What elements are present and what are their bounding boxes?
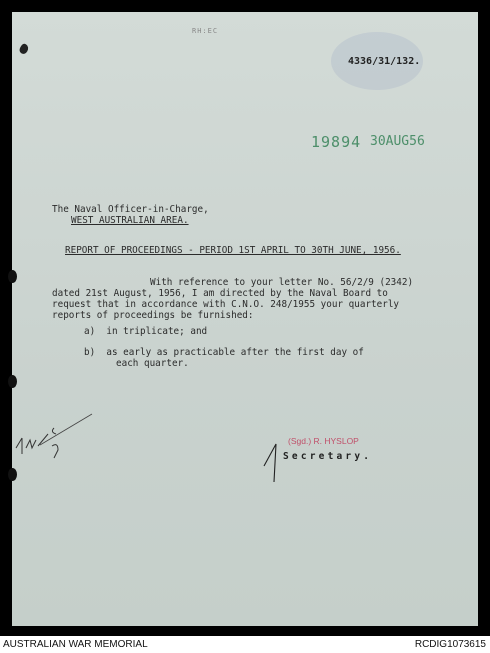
signature-tick xyxy=(264,444,276,482)
reference-number: 4336/31/132. xyxy=(348,56,421,67)
subject-line: REPORT OF PROCEEDINGS - PERIOD 1ST APRIL TO 30TH JUNE, 1956. xyxy=(65,245,401,256)
list-item-b-line-2: each quarter. xyxy=(116,358,189,369)
body-line-4: reports of proceedings be furnished: xyxy=(52,310,254,321)
footer-record-id: RCDIG1073615 xyxy=(414,639,486,650)
signature-name: (Sgd.) R. HYSLOP xyxy=(288,436,359,446)
signatory-title: Secretary. xyxy=(283,451,373,462)
body-line-3: request that in accordance with C.N.O. 248/1955 your quarterly xyxy=(52,299,400,310)
registry-stamp-number: 19894 xyxy=(311,133,362,151)
footer-bar xyxy=(0,636,490,653)
footer-institution: AUSTRALIAN WAR MEMORIAL xyxy=(3,639,148,650)
handwritten-initials xyxy=(16,438,22,454)
list-item-a: a) in triplicate; and xyxy=(84,326,208,337)
addressee-line-1: The Naval Officer-in-Charge, xyxy=(52,204,209,215)
handwritten-stroke xyxy=(40,414,92,445)
handwritten-initials xyxy=(26,440,36,448)
registry-stamp-date: 30AUG56 xyxy=(370,134,425,149)
handwritten-9 xyxy=(52,445,58,458)
handwritten-slash xyxy=(38,434,48,446)
top-initials: RH:EC xyxy=(192,27,219,35)
list-item-b-line-1: b) as early as practicable after the first day of xyxy=(84,347,364,358)
handwritten-c xyxy=(52,428,56,434)
addressee-line-2: WEST AUSTRALIAN AREA. xyxy=(71,215,189,226)
body-line-1: With reference to your letter No. 56/2/9 (2342) xyxy=(150,277,414,288)
body-line-2: dated 21st August, 1956, I am directed by the Naval Board to xyxy=(52,288,388,299)
